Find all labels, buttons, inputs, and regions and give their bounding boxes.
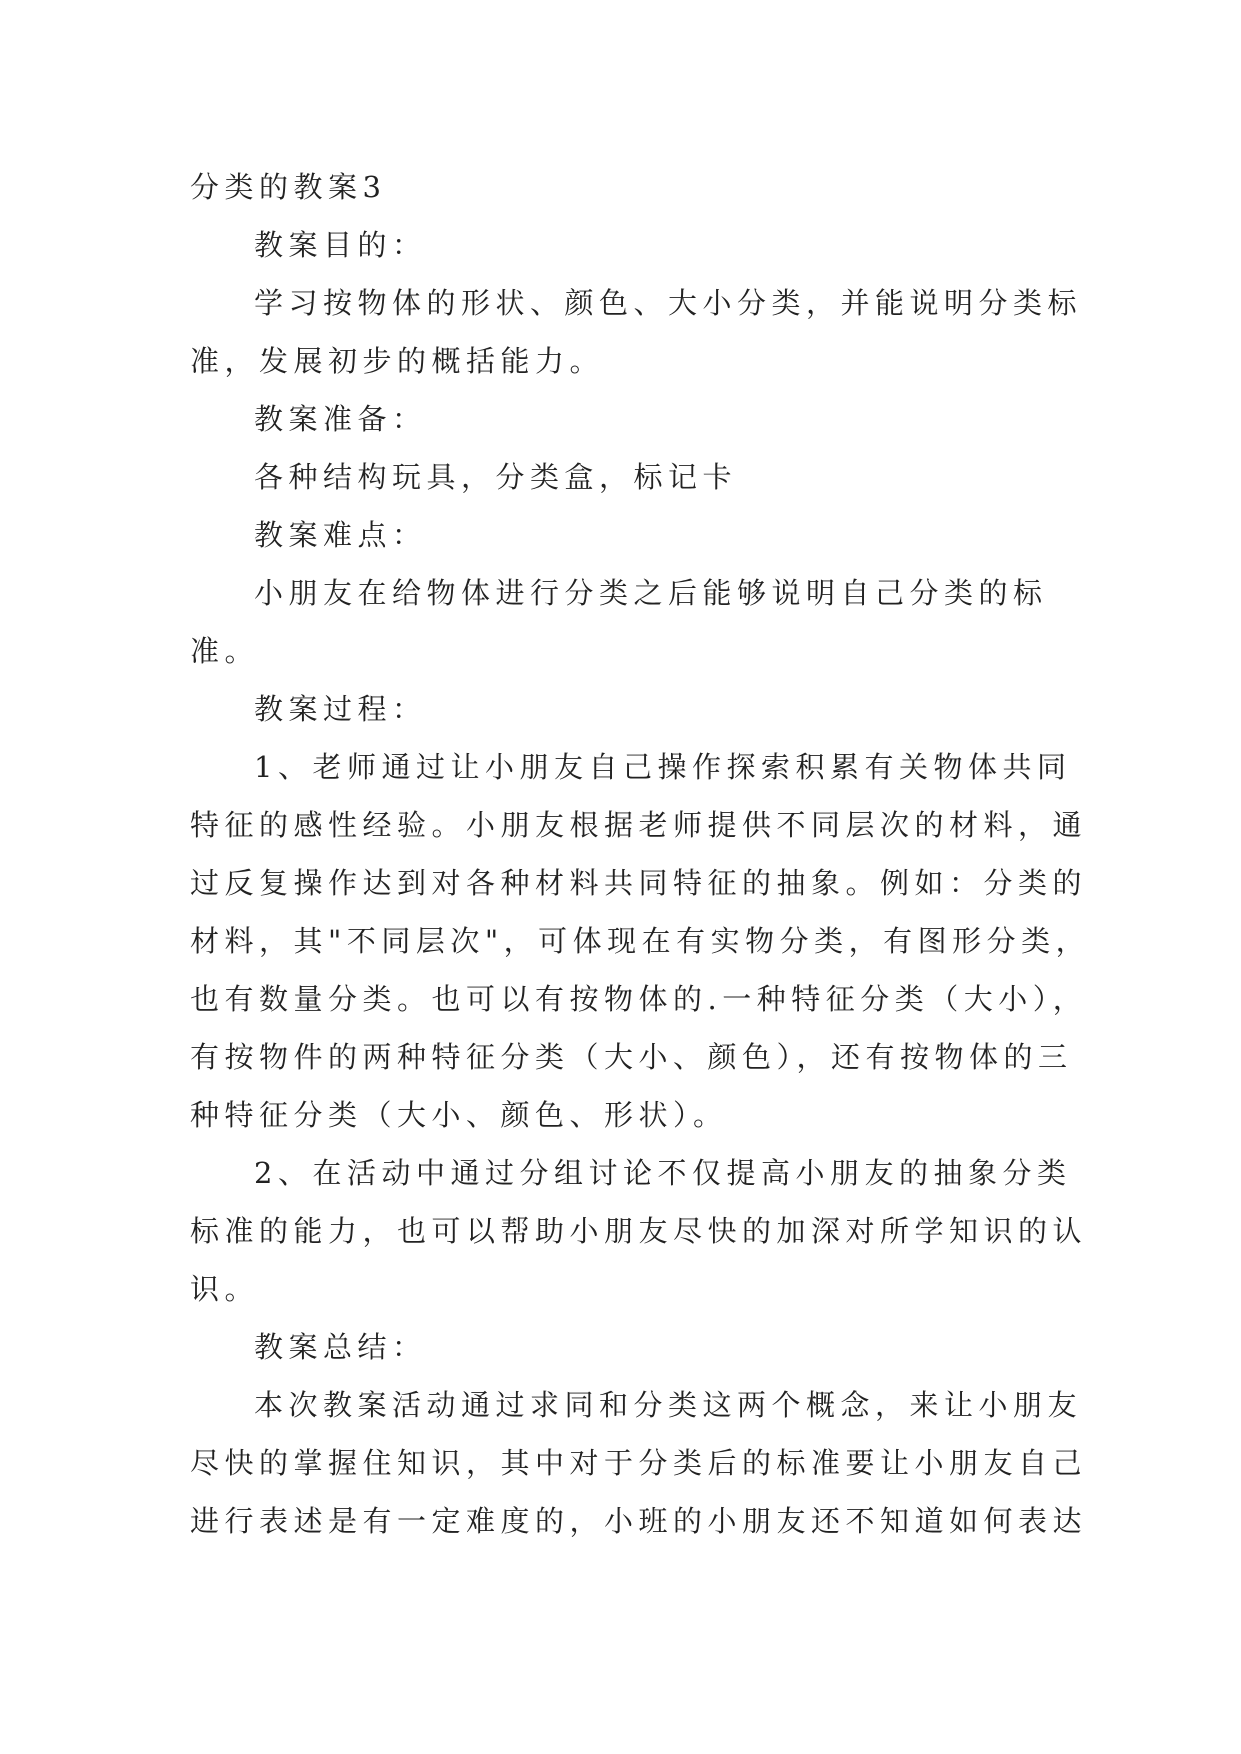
text-line: 准，发展初步的概括能力。: [190, 344, 605, 378]
text-line: 种特征分类（大小、颜色、形状）。: [190, 1098, 728, 1132]
text-line: 特征的感性经验。小朋友根据老师提供不同层次的材料，通: [190, 808, 1088, 842]
text-line: 教案总结：: [254, 1330, 427, 1364]
text-line: 1、老师通过让小朋友自己操作探索积累有关物体共同: [254, 750, 1072, 784]
text-line: 尽快的掌握住知识，其中对于分类后的标准要让小朋友自己: [190, 1446, 1088, 1480]
text-line: 材料，其"不同层次"，可体现在有实物分类，有图形分类，: [190, 924, 1091, 958]
text-line: 教案难点：: [254, 518, 427, 552]
text-line: 进行表述是有一定难度的，小班的小朋友还不知道如何表达: [190, 1504, 1088, 1538]
text-line: 标准的能力，也可以帮助小朋友尽快的加深对所学知识的认: [190, 1214, 1088, 1248]
text-line: 教案目的：: [254, 228, 427, 262]
text-line: 准。: [190, 634, 260, 668]
text-line: 也有数量分类。也可以有按物体的.一种特征分类（大小），: [190, 982, 1088, 1016]
text-line: 有按物件的两种特征分类（大小、颜色），还有按物体的三: [190, 1040, 1073, 1074]
text-line: 识。: [190, 1272, 260, 1306]
text-line: 2、在活动中通过分组讨论不仅提高小朋友的抽象分类: [254, 1156, 1072, 1190]
text-line: 本次教案活动通过求同和分类这两个概念，来让小朋友: [254, 1388, 1083, 1422]
document-title: 分类的教案3: [190, 170, 387, 204]
text-line: 学习按物体的形状、颜色、大小分类，并能说明分类标: [254, 286, 1083, 320]
paragraph-lines: [190, 216, 1091, 1550]
text-line: 小朋友在给物体进行分类之后能够说明自己分类的标: [254, 576, 1048, 610]
document-body: [190, 158, 1091, 1550]
text-line: 教案准备：: [254, 402, 427, 436]
text-line: 各种结构玩具，分类盒，标记卡: [254, 460, 738, 494]
text-line: 教案过程：: [254, 692, 427, 726]
text-line: 过反复操作达到对各种材料共同特征的抽象。例如：分类的: [190, 866, 1088, 900]
